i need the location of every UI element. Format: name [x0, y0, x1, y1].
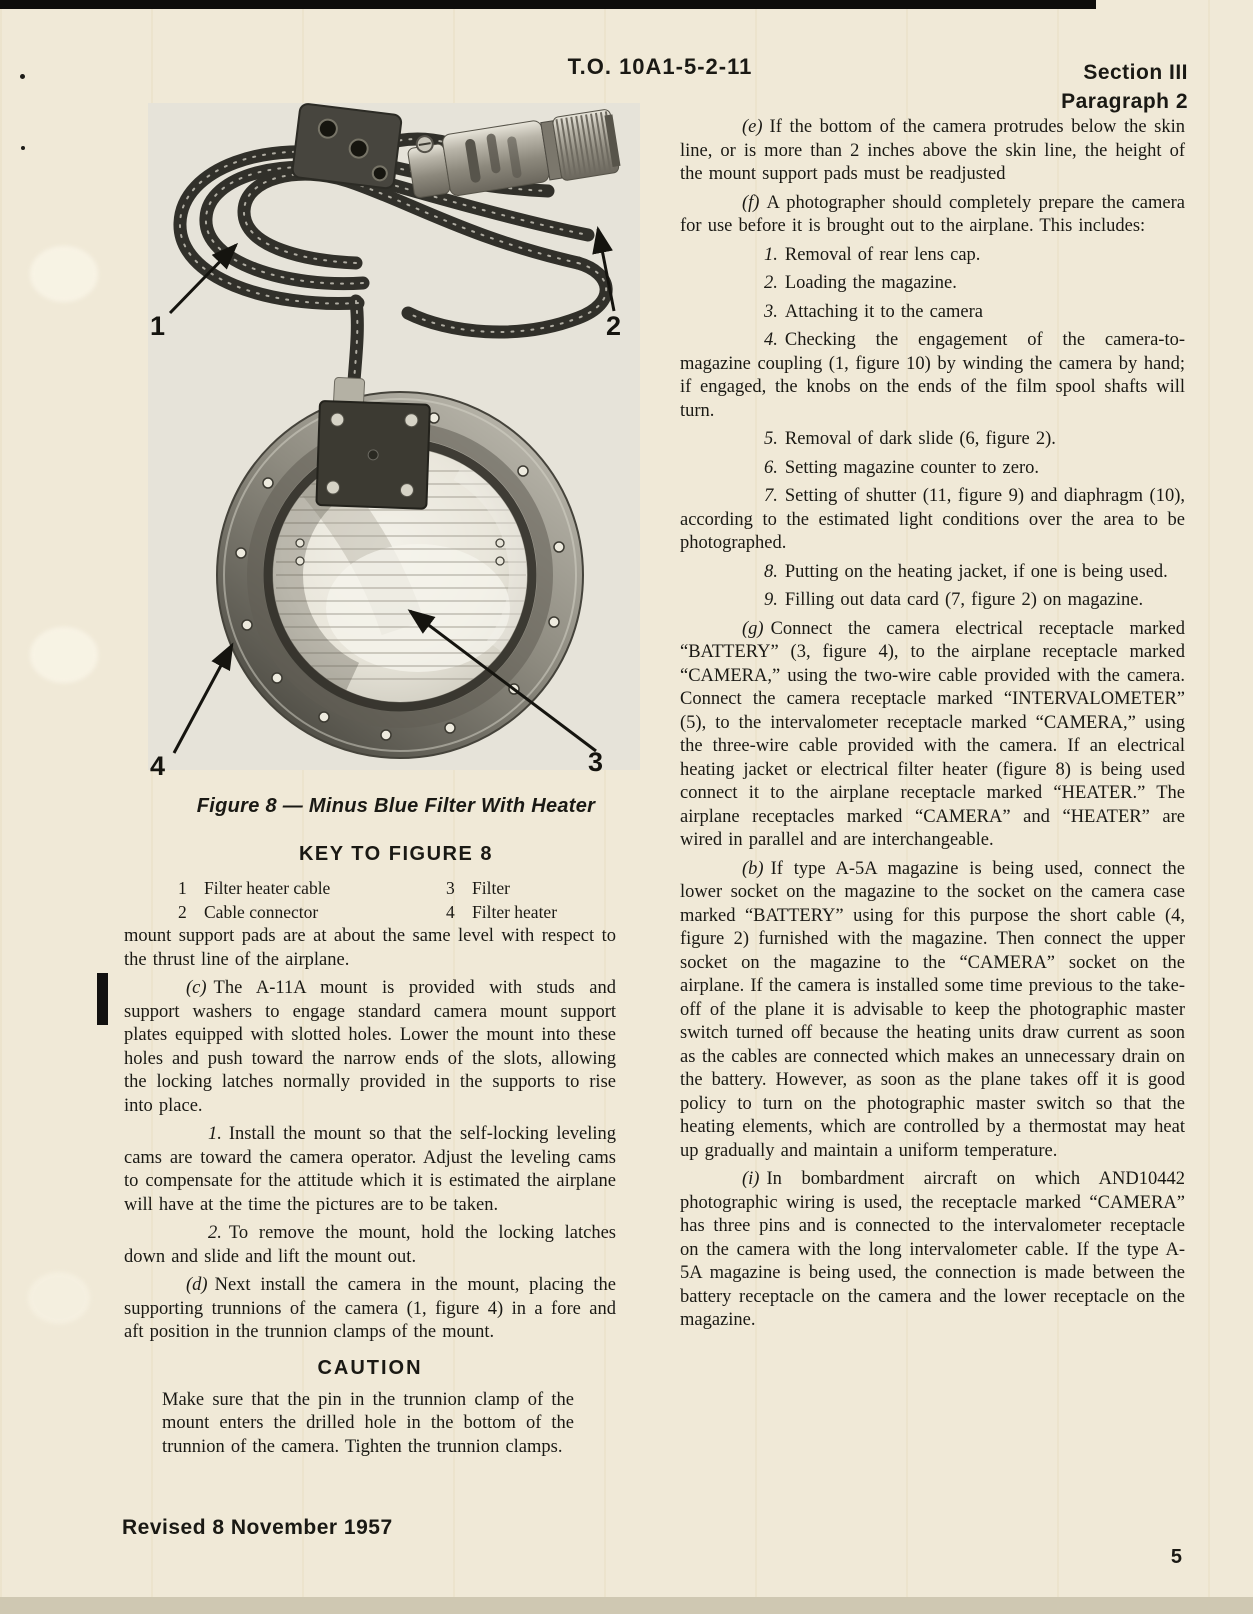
body-paragraph: 2. To remove the mount, hold the locking latches down and slide and lift the mount out. [124, 1223, 616, 1267]
paragraph-marker: 1. [764, 244, 778, 265]
key-item-label: Filter [472, 878, 510, 898]
binder-hole [30, 627, 98, 683]
page-number: 5 [1170, 1546, 1182, 1568]
paragraph-marker: 9. [764, 590, 778, 610]
body-paragraph: (i) In bombardment aircraft on which AND10442 photographic wiring is used, the receptacle marked “CAMERA” has three pins and is connected to the intervalometer receptacle on the camera with the long intervalometer cable. If the type A-5A magazine is being used, the connection is made between the battery receptacle on the camera and the lower receptacle on the magazine. [680, 1169, 1185, 1330]
list-item-paragraph: 1. Removal of rear lens cap. [764, 244, 981, 265]
key-item-number: 2 [178, 902, 187, 922]
body-paragraph: (c) The A-11A mount is provided with studs and support washers to engage standard camera mount support plates equipped with slotted holes. Lower the mount into these holes and push toward the narrow ends of the slots, allowing the locking latches normally provided in the supports to rise into place. [124, 978, 616, 1116]
caution-block [124, 1389, 616, 1460]
key-item-label: Filter heater cable [204, 878, 331, 898]
paragraph-marker: (d) [186, 1275, 208, 1295]
list-item-paragraph: 6. Setting magazine counter to zero. [764, 457, 1039, 478]
paragraph-marker: (c) [186, 978, 207, 998]
paragraph-marker: 5. [764, 429, 778, 449]
body-paragraph: (d) Next install the camera in the mount, placing the supporting trunnions of the camera (1, figure 4) in a fore and aft position in the trunnion clamps of the mount. [124, 1275, 616, 1342]
callout-2: 2 [606, 311, 622, 341]
callout-3: 3 [588, 747, 604, 777]
list-item-paragraph: 4. Checking the engagement of the camera-to-magazine coupling (1, figure 10) by winding the camera by hand; if engaged, the knobs on the ends of the film spool shafts will turn. [680, 330, 1185, 421]
body-paragraph: (b) If type A-5A magazine is being used, connect the lower socket on the magazine to the socket on the camera case marked “BATTERY” using for this purpose the short cable (4, figure 2) furnished with the magazine. Then connect the upper socket on the magazine to the “CAMERA” socket on the airplane. If the camera is installed some time previous to the take-off of the plane it is advisable to keep the photographic master switch turned off because the heating units draw current as soon as the cables are connected which makes an unnecessary drain on the battery. However, as soon as the plane takes off it is good policy to turn on the photographic master switch so that the heating elements, which are controlled by a thermostat may heat up gradually and maintain a uniform temperature. [680, 858, 1185, 1161]
revision-change-bar [97, 973, 108, 1025]
paragraph-marker: (f) [742, 192, 760, 213]
list-item-paragraph: 9. Filling out data card (7, figure 2) on magazine. [764, 590, 1144, 610]
body-paragraph: mount support pads are at about the same level with respect to the thrust line of the airplane. [124, 926, 616, 970]
key-item [446, 900, 624, 924]
key-item-label: Filter heater [472, 902, 558, 922]
paragraph-marker: 2. [208, 1223, 222, 1243]
key-item-number: 1 [178, 878, 187, 898]
figure8-photo [148, 103, 640, 793]
paragraph-marker: 3. [764, 301, 778, 322]
binder-hole [30, 246, 98, 302]
ink-speck [20, 74, 25, 79]
cable-bracket [292, 103, 402, 189]
list-item-paragraph: 2. Loading the magazine. [764, 273, 957, 293]
scan-bottom-band [0, 1597, 1253, 1614]
scan-edge-strip [0, 0, 1096, 9]
key-item [178, 876, 440, 900]
body-paragraph: (g) Connect the camera electrical receptacle marked “BATTERY” (3, figure 4), to the airplane receptacle marked “CAMERA,” using the two-wire cable provided with the camera. Connect the camera receptacle marked “INTERVALOMETER” (5), to the intervalometer receptacle marked “CAMERA,” using the three-wire cable provided with the camera. If an electrical heating jacket or electrical filter heater (figure 8) is being used connect it to the airplane receptacle marked “HEATER.” The airplane receptacles marked “CAMERA” and “HEATER” are wired in parallel and are interchangeable. [680, 618, 1185, 850]
caution-text: Make sure that the pin in the trunnion clamp of the mount enters the drilled hole in the bottom of the trunnion of the camera. Tighten the trunnion clamps. [162, 1389, 574, 1457]
list-item-paragraph: 3. Attaching it to the camera [764, 301, 983, 322]
caution-heading: CAUTION [317, 1356, 423, 1379]
paragraph-marker: (b) [742, 858, 764, 879]
terminal-plate [316, 401, 430, 509]
revision-date: Revised 8 November 1957 [122, 1516, 393, 1539]
paragraph-marker: 2. [764, 273, 778, 293]
paragraph-marker: (i) [742, 1169, 760, 1189]
body-paragraph: (e) If the bottom of the camera protrudes below the skin line, or is more than 2 inches above the skin line, the height of the mount support pads must be readjusted [680, 117, 1185, 184]
section-label: Section III [1083, 61, 1188, 84]
list-item-paragraph: 7. Setting of shutter (11, figure 9) and diaphragm (10), according to the estimated light conditions over the area to be photographed. [680, 486, 1185, 553]
paragraph-marker: 1. [208, 1124, 222, 1144]
paragraph-label: Paragraph 2 [1061, 90, 1188, 113]
key-item-number: 4 [446, 902, 455, 922]
paragraph-marker: 7. [764, 486, 778, 506]
section-heading-block [860, 58, 1188, 116]
key-item-label: Cable connector [204, 902, 319, 922]
figure-caption: Figure 8 — Minus Blue Filter With Heater [196, 795, 596, 817]
key-item [178, 900, 440, 924]
paragraph-marker: 4. [764, 330, 778, 350]
binder-hole [28, 1272, 90, 1324]
body-paragraph: (f) A photographer should completely prepare the camera for use before it is brought out to the airplane. This includes: [680, 192, 1185, 236]
callout-1: 1 [150, 311, 166, 341]
paragraph-marker: (e) [742, 117, 763, 137]
key-item [446, 876, 624, 900]
to-number-heading: T.O. 10A1-5-2-11 [567, 54, 753, 79]
ink-speck [21, 146, 25, 150]
body-paragraph: 1. Install the mount so that the self-locking leveling cams are toward the camera operator. Adjust the leveling cams to compensate for the attitude which it is estimated the airplane will have at the time the pictures are to be taken. [124, 1124, 616, 1215]
left-column [124, 925, 616, 1459]
list-item-paragraph: 8. Putting on the heating jacket, if one is being used. [764, 561, 1168, 582]
list-item-paragraph: 5. Removal of dark slide (6, figure 2). [764, 429, 1056, 449]
callout-4: 4 [150, 751, 166, 781]
paragraph-marker: 8. [764, 561, 778, 582]
figure-key-list [178, 876, 624, 924]
paragraph-marker: 6. [764, 457, 778, 478]
figure-key-title: KEY TO FIGURE 8 [298, 843, 494, 865]
right-column [680, 116, 1185, 1338]
paragraph-marker: (g) [742, 618, 764, 639]
key-item-number: 3 [446, 878, 455, 898]
